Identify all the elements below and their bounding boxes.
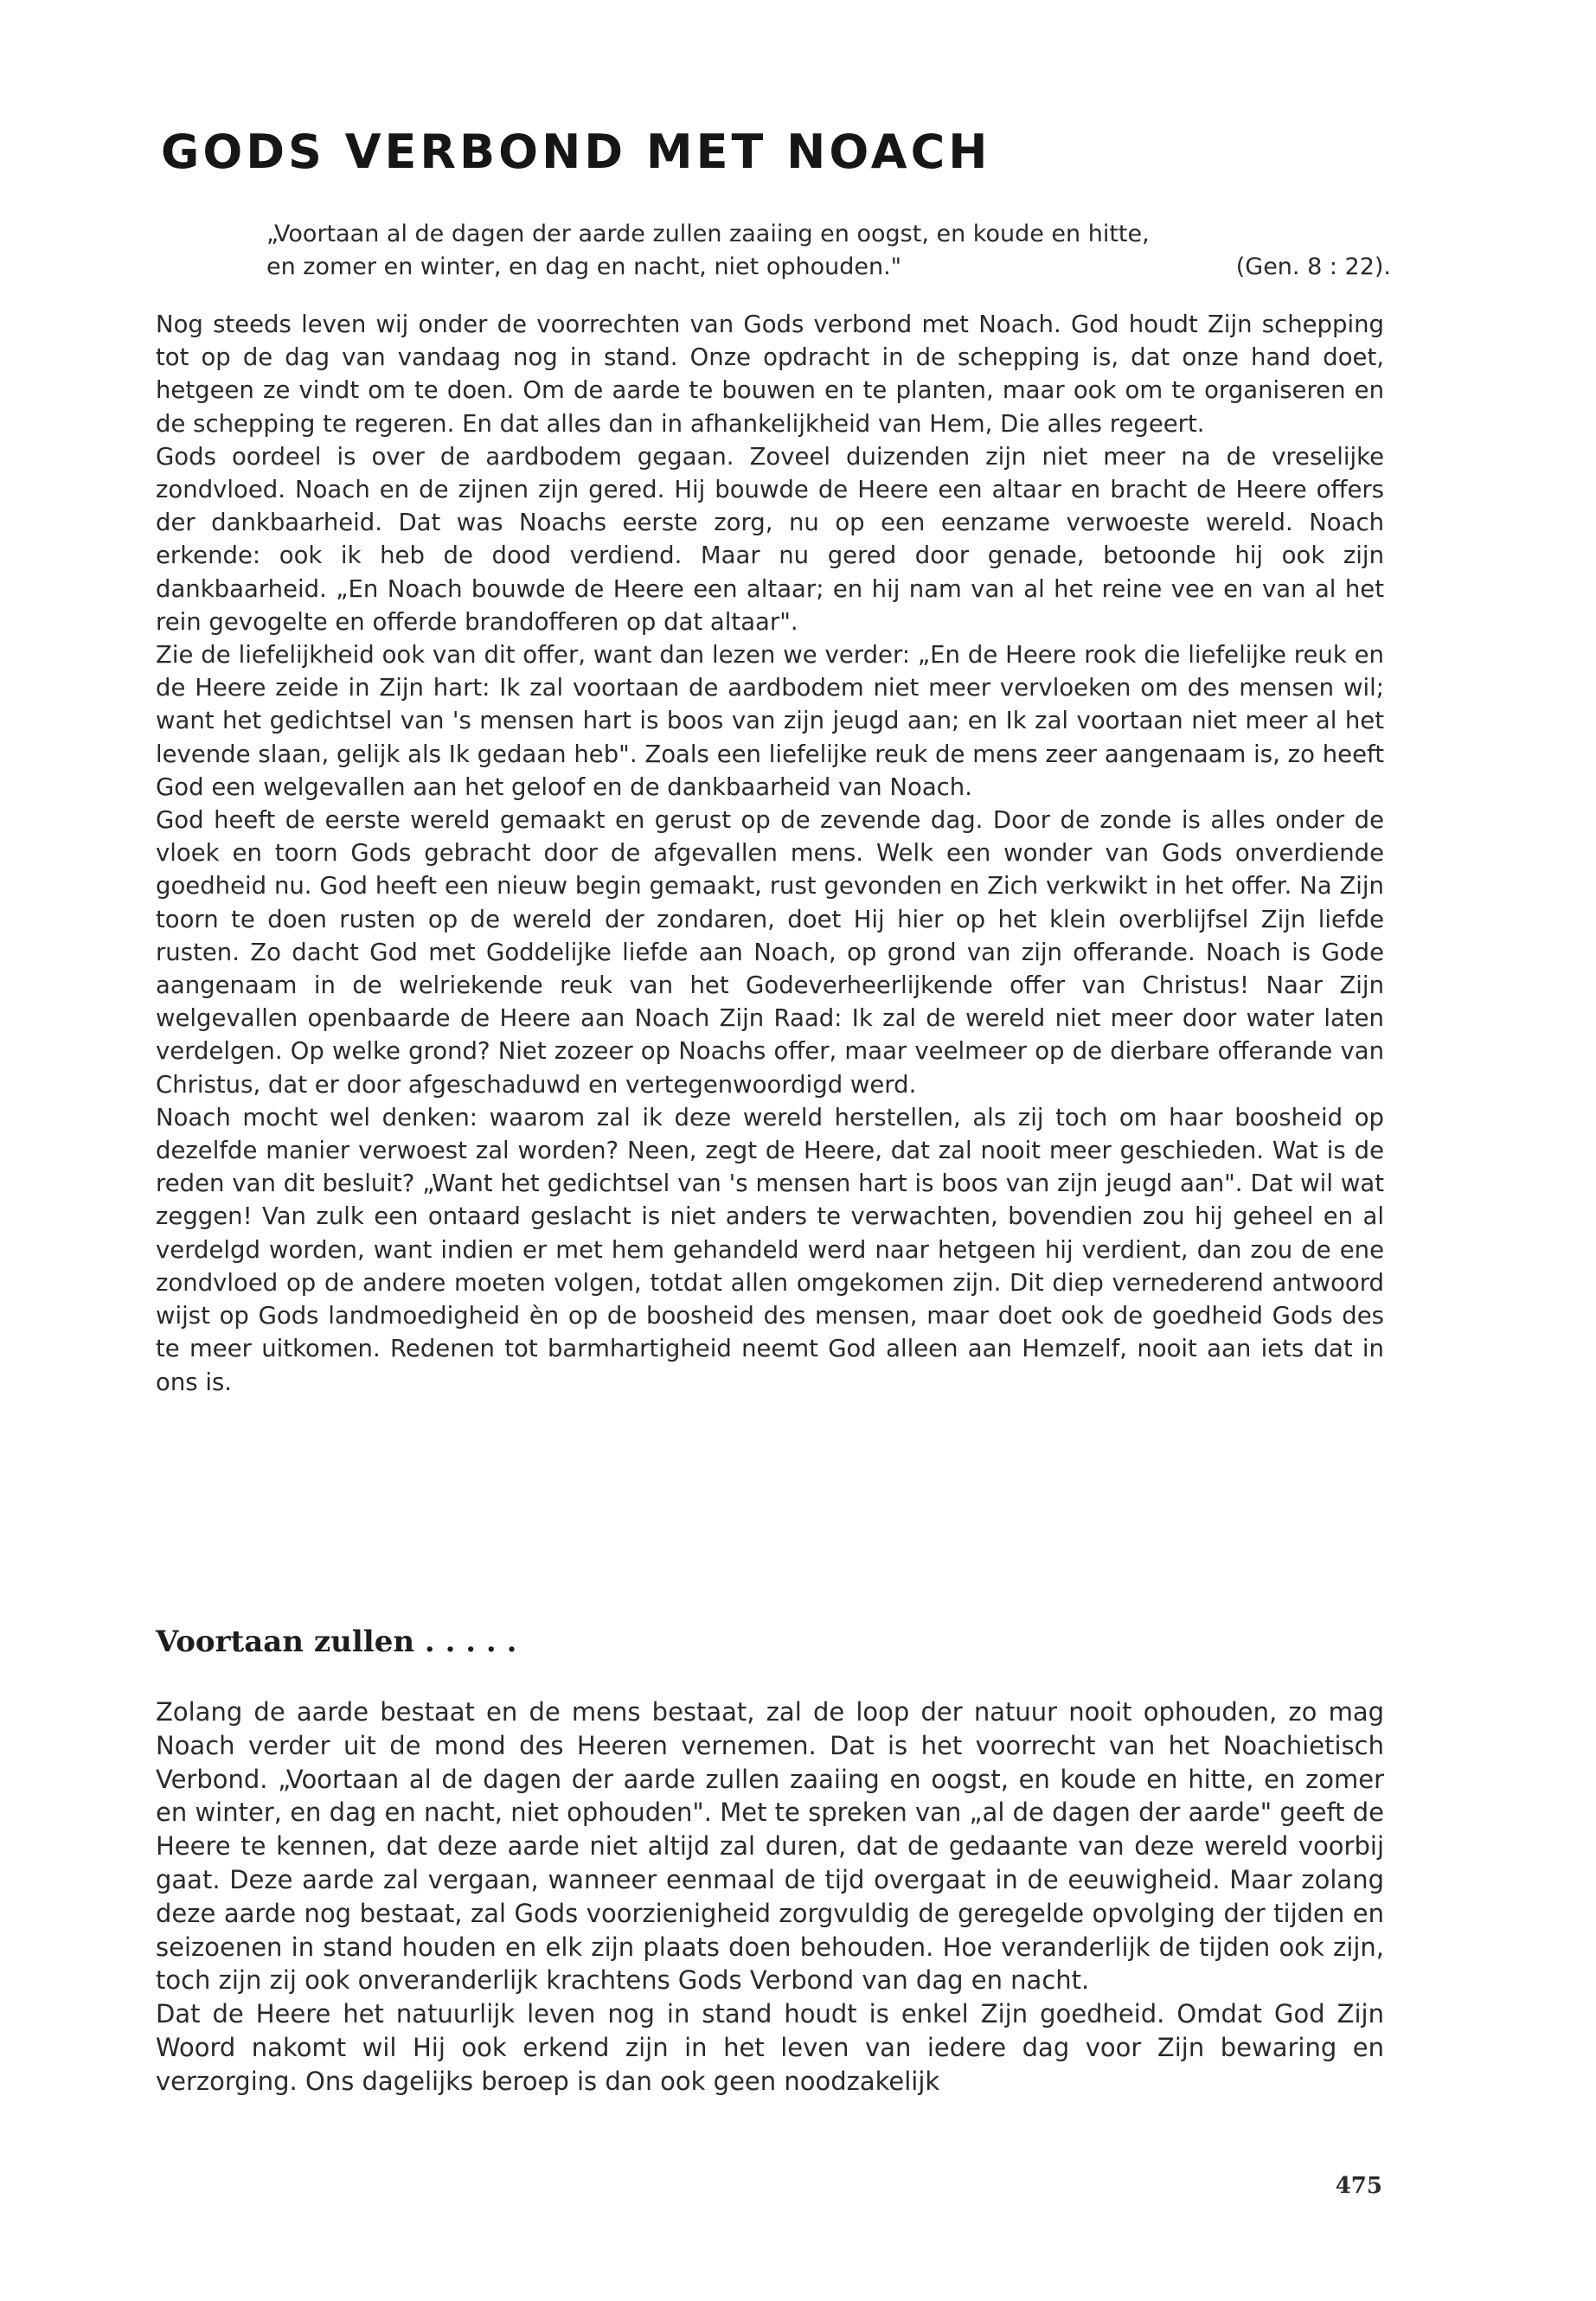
page-number: 475	[1335, 2173, 1382, 2199]
epigraph-quote	[266, 218, 1391, 284]
paragraph: Nog steeds leven wij onder de voorrechten van Gods verbond met Noach. God houdt Zijn schepping tot op de dag van vandaag nog in stand. Onze opdracht in de schepping is, dat onze hand doet, hetgeen ze vindt om te doen. Om de aarde te bouwen en te planten, maar ook om te organiseren en de schepping te regeren. En dat alles dan in afhankelijkheid van Hem, Die alles regeert.	[156, 311, 1384, 438]
paragraph: Zolang de aarde bestaat en de mens bestaat, zal de loop der natuur nooit ophouden, zo mag Noach verder uit de mond des Heeren vernemen. Dat is het voorrecht van het Noachietisch Verbond. „Voortaan al de dagen der aarde zullen zaaiing en oogst, en koude en hitte, en zomer en winter, en dag en nacht, niet ophouden". Met te spreken van „al de dagen der aarde" geeft de Heere te kennen, dat deze aarde niet altijd zal duren, dat de gedaante van deze wereld voorbij gaat. Deze aarde zal vergaan, wanneer eenmaal de tijd overgaat in de eeuwigheid. Maar zolang deze aarde nog bestaat, zal Gods voorzienigheid zorgvuldig de geregelde opvolging der tijden en seizoenen in stand houden en elk zijn plaats doen behouden. Hoe veranderlijk de tijden ook zijn, toch zijn zij ook onveranderlijk krachtens Gods Verbond van dag en nacht.	[156, 1697, 1384, 1996]
section-heading: Voortaan zullen . . . . .	[156, 1625, 517, 1659]
section-text	[156, 1695, 1384, 2099]
epigraph-line: en zomer en winter, en dag en nacht, niet ophouden."	[266, 253, 902, 280]
epigraph-line: „Voortaan al de dagen der aarde zullen zaaiing en oogst, en koude en hitte,	[266, 221, 1150, 247]
epigraph-line-with-reference	[266, 251, 1391, 284]
paragraph: Noach mocht wel denken: waarom zal ik deze wereld herstellen, als zij toch om haar boosheid op dezelfde manier verwoest zal worden? Neen, zegt de Heere, dat zal nooit meer geschieden. Wat is de reden van dit besluit? „Want het gedichtsel van 's mensen hart is boos van zijn jeugd aan". Dat wil wat zeggen! Van zulk een ontaard geslacht is niet anders te verwachten, bovendien zou hij geheel en al verdelgd worden, want indien er met hem gehandeld werd naar hetgeen hij verdient, dan zou de ene zondvloed op de andere moeten volgen, totdat allen omgekomen zijn. Dit diep vernederend antwoord wijst op Gods landmoedigheid èn op de boosheid des mensen, maar doet ook de goedheid Gods des te meer uitkomen. Redenen tot barmhartigheid neemt God alleen aan Hemzelf, nooit aan iets dat in ons is.	[156, 1103, 1384, 1396]
paragraph: Dat de Heere het natuurlijk leven nog in stand houdt is enkel Zijn goedheid. Omdat God Zijn Woord nakomt wil Hij ook erkend zijn in het leven van iedere dag voor Zijn bewaring en verzorging. Ons dagelijks beroep is dan ook geen noodzakelijk	[156, 1999, 1384, 2096]
page-title: GODS VERBOND MET NOACH	[161, 125, 991, 179]
main-text	[156, 308, 1384, 1399]
paragraph: God heeft de eerste wereld gemaakt en gerust op de zevende dag. Door de zonde is alles onder de vloek en toorn Gods gebracht door de afgevallen mens. Welk een wonder van Gods onverdiende goedheid nu. God heeft een nieuw begin gemaakt, rust gevonden en Zich verkwikt in het offer. Na Zijn toorn te doen rusten op de wereld der zondaren, doet Hij hier op het klein overblijfsel Zijn liefde rusten. Zo dacht God met Goddelijke liefde aan Noach, op grond van zijn offerande. Noach is Gode aangenaam in de welriekende reuk van het Godeverheerlijkende offer van Christus! Naar Zijn welgevallen openbaarde de Heere aan Noach Zijn Raad: Ik zal de wereld niet meer door water laten verdelgen. Op welke grond? Niet zozeer op Noachs offer, maar veelmeer op de dierbare offerande van Christus, dat er door afgeschaduwd en vertegenwoordigd werd.	[156, 806, 1384, 1099]
bible-reference: (Gen. 8 : 22).	[1235, 253, 1391, 280]
paragraph: Gods oordeel is over de aardbodem gegaan. Zoveel duizenden zijn niet meer na de vreselijke zondvloed. Noach en de zijnen zijn gered. Hij bouwde de Heere een altaar en bracht de Heere offers der dankbaarheid. Dat was Noachs eerste zorg, nu op een eenzame verwoeste wereld. Noach erkende: ook ik heb de dood verdiend. Maar nu gered door genade, betoonde hij ook zijn dankbaarheid. „En Noach bouwde de Heere een altaar; en hij nam van al het reine vee en van al het rein gevogelte en offerde brandofferen op dat altaar".	[156, 442, 1384, 636]
paragraph: Zie de liefelijkheid ook van dit offer, want dan lezen we verder: „En de Heere rook die liefelijke reuk en de Heere zeide in Zijn hart: Ik zal voortaan de aardbodem niet meer vervloeken om des mensen wil; want het gedichtsel van 's mensen hart is boos van zijn jeugd aan; en Ik zal voortaan niet meer al het levende slaan, gelijk als Ik gedaan heb". Zoals een liefelijke reuk de mens zeer aangenaam is, zo heeft God een welgevallen aan het geloof en de dankbaarheid van Noach.	[156, 641, 1384, 801]
